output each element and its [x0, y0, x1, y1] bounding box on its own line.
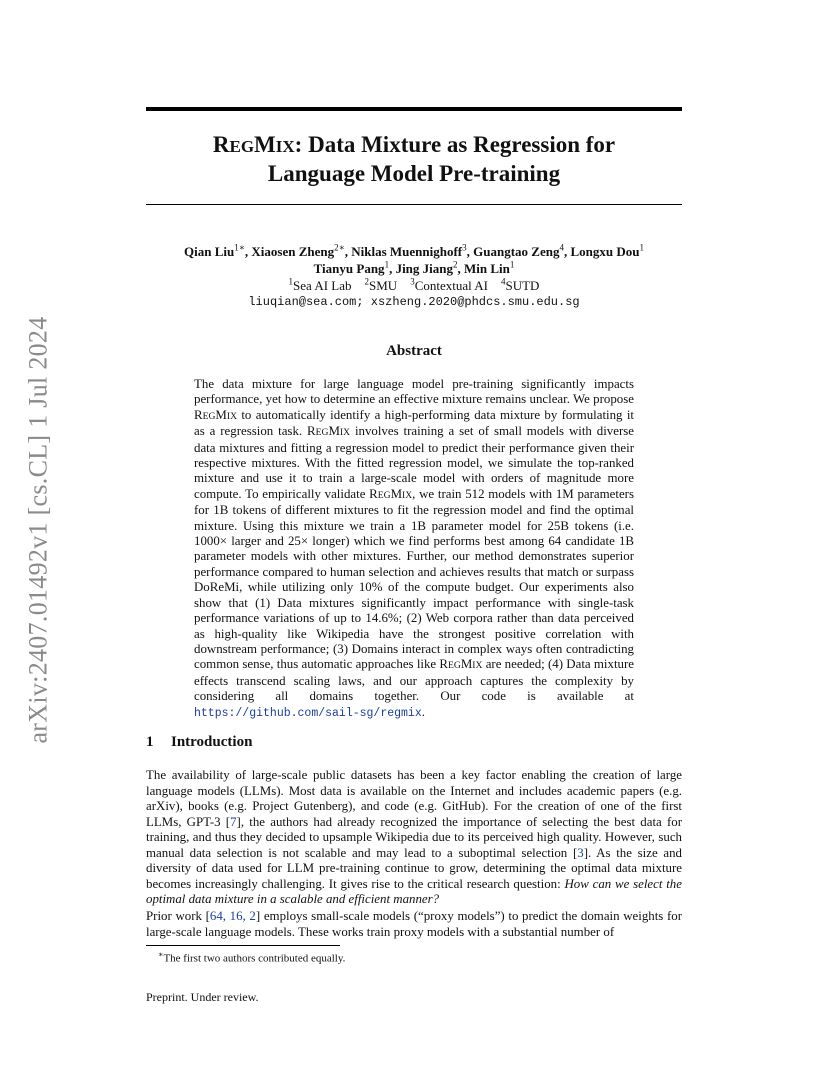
title-rule-top [146, 107, 682, 111]
author-names-line-1: Qian Liu$^{1∗}$, Xiaosen Zheng$^{2∗}$, Niklas Muennighoff$^3$, Guangtao Zeng$^4$, Longxu Dou$^1$ [184, 242, 644, 259]
footnote: ∗The first two authors contributed equally. [158, 950, 346, 965]
citation-link[interactable]: 7 [230, 814, 237, 829]
regmix-name: REGMIX [439, 657, 483, 672]
author-emails: liuqian@sea.com; xszheng.2020@phdcs.smu.edu.sg [248, 295, 580, 309]
title-rule-bottom [146, 204, 682, 205]
regmix-name: REGMIX [307, 424, 351, 439]
abstract-text: The data mixture for large language model pre-training significantly impacts performance, yet how to determine an effective mixture remains unclear. We propose REGMIX to automatically identify a high-performing data mixture by formulating it as a regression task. REGMIX involves training a set of small models with diverse data mixtures and fitting a regression model to predict their performance given their respective mixtures. With the fitted regression model, we simulate the top-ranked mixture and use it to train a large-scale model with orders of magnitude more compute. To empirically validate REGMIX, we train 512 models with 1M parameters for 1B tokens of different mixtures to fit the regression model and find the optimal mixture. Using this mixture we train a 1B parameter model for 25B tokens (i.e. 1000× larger and 25× longer) which we find performs best among 64 candidate 1B parameter models with other mixtures. Further, our method demonstrates superior performance compared to human selection and achieves results that match or surpass DoReMi, while utilizing only 10% of the compute budget. Our experiments also show that (1) Data mixtures significantly impact performance with single-task performance variations of up to 14.6%; (2) Web corpora rather than data perceived as high-quality like Wikipedia have the strongest positive correlation with downstream performance; (3) Domains interact in complex ways often contradicting common sense, thus automatic approaches like REGMIX are needed; (4) Data mixture effects transcend scaling laws, and our approach captures the complexity by considering all domains together. Our code is available at https://github.com/sail-sg/regmix. [194, 377, 634, 720]
intro-paragraph-2: Prior work [64, 16, 2] employs small-scale models (“proxy models”) to predict the domain weights for large-scale language models. These works train proxy models with a substantial number of [146, 909, 683, 939]
abstract-heading: Abstract [386, 343, 442, 359]
footnote-rule [146, 945, 340, 946]
affiliations: $^1$Sea AI Lab $^2$SMU $^3$Contextual AI $^4$SUTD [288, 276, 540, 293]
code-repository-link[interactable]: https://github.com/sail-sg/regmix [194, 706, 422, 720]
citation-link[interactable]: 3 [577, 845, 584, 860]
regmix-name: REGMIX [369, 486, 413, 501]
author-block [146, 243, 682, 311]
section-heading-introduction: 1 Introduction [146, 734, 253, 750]
citation-link[interactable]: 64, 16, 2 [209, 909, 256, 923]
arxiv-identifier: arXiv:2407.01492v1 [cs.CL] 1 Jul 2024 [24, 316, 53, 744]
page-footer: Preprint. Under review. [146, 990, 259, 1004]
paper-title: REGMIX: Data Mixture as Regression for Language Model Pre-training [212, 132, 616, 186]
author-names-line-2: Tianyu Pang$^1$, Jing Jiang$^2$, Min Lin$^1$ [313, 259, 515, 276]
regmix-name: REGMIX [194, 407, 237, 422]
intro-paragraph-1: The availability of large-scale public datasets has been a key factor enabling the creation of large language models (LLMs). Most data is available on the Internet and includes academic papers (e.g. arXiv), books (e.g. Project Gutenberg), and code (e.g. GitHub). For the creation of one of the first LLMs, GPT-3 [7], the authors had already recognized the importance of selecting the best data for training, and thus they decided to upsample Wikipedia due to its perceived high quality. However, such manual data selection is not scalable and may lead to a suboptimal selection [3]. As the size and diversity of data used for LLM pre-training continue to grow, determining the optimal data mixture becomes increasingly challenging. It gives rise to the critical research question: How can we select the optimal data mixture in a scalable and efficient manner? [146, 768, 682, 906]
